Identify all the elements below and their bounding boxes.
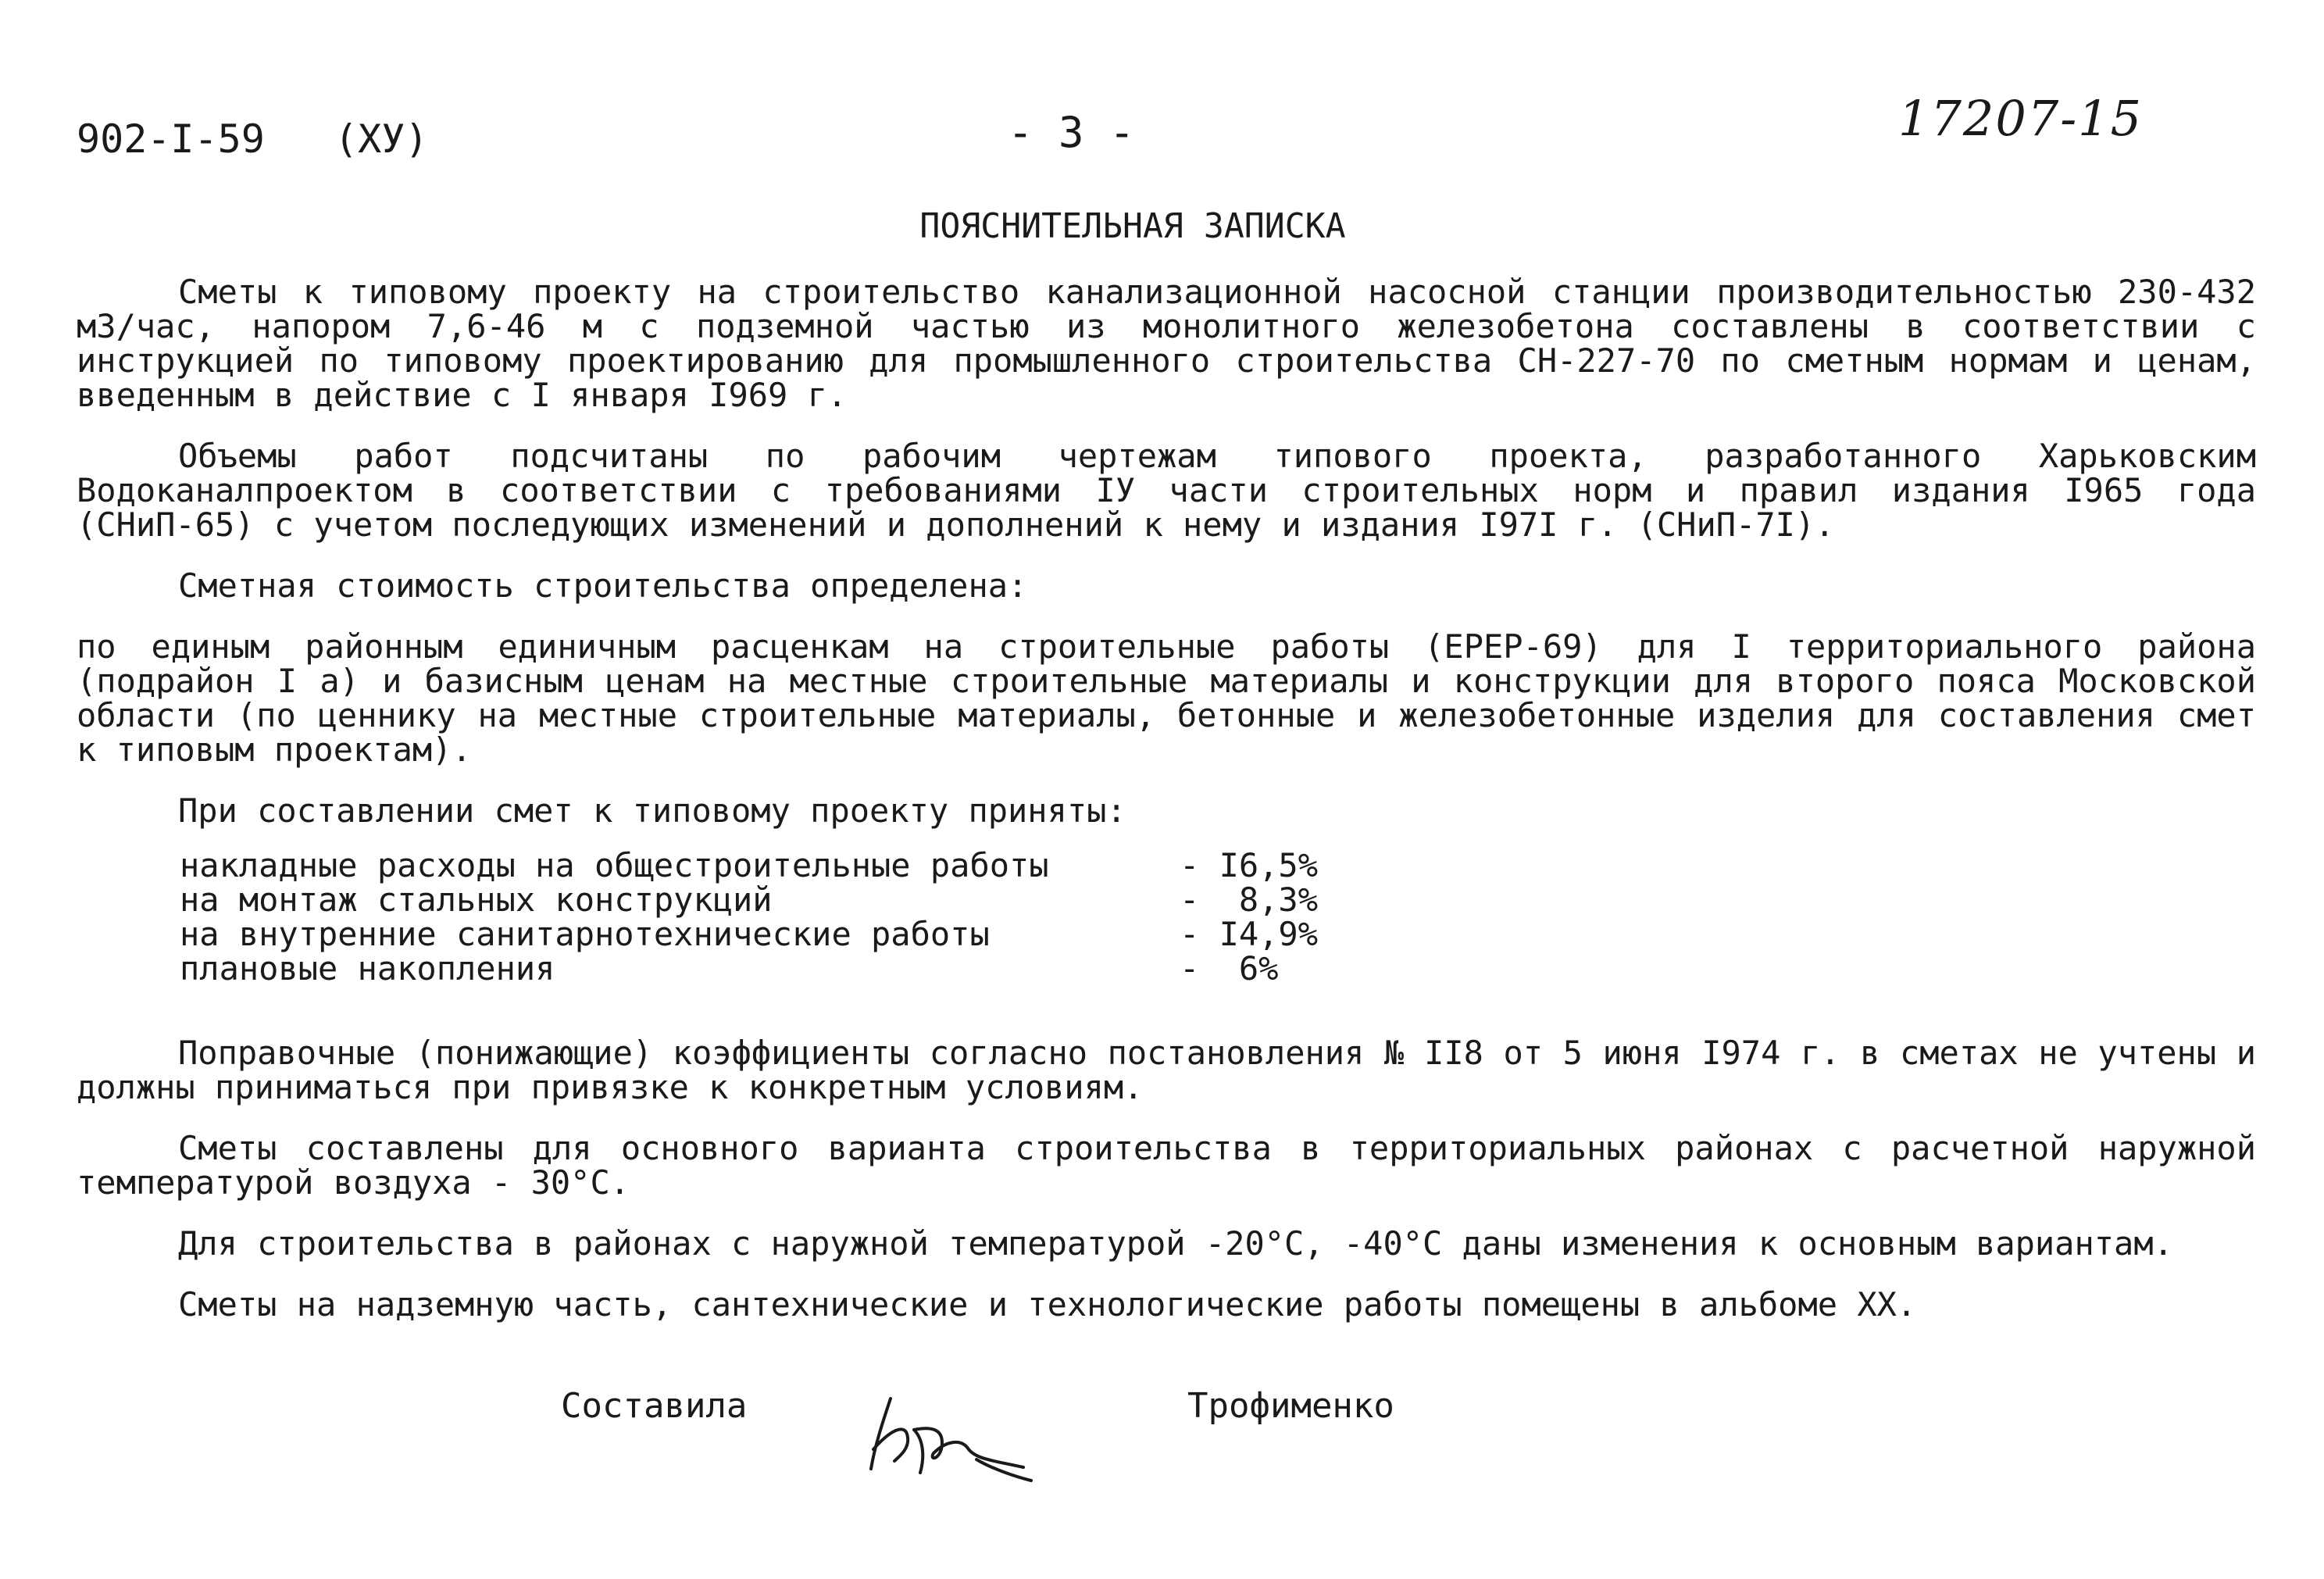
rate-row bbox=[180, 917, 2256, 952]
signatory-name: Трофименко bbox=[1187, 1386, 1394, 1426]
paragraph-coefficients: Поправочные (понижающие) коэффициенты согласно постановления № II8 от 5 июня I974 г. в сметах не учтены и должны приниматься при привязке к конкретным условиям. bbox=[77, 1034, 2256, 1106]
rate-value: - I6,5% bbox=[1180, 846, 1319, 884]
rate-label: накладные расходы на общестроительные работы bbox=[180, 846, 1049, 884]
paragraph-rates-basis: по единым районным единичным расценкам на строительные работы (ЕРЕР-69) для I территориального района (подрайон I а) и базисным ценам на местные строительные материалы и конструкции для второго пояса Московской области (по ценнику на местные строительные материалы, бетонные и железобетонные изделия для составления смет к типовым проектам). bbox=[77, 627, 2256, 769]
paragraph-volumes: Объемы работ подсчитаны по рабочим чертежам типового проекта, разработанного Харьковским Водоканалпроектом в соответствии с требованиями IУ части строительных норм и правил издания I965 года (СНиП-65) с учетом последующих изменений и дополнений к нему и издания I97I г. (СНиП-7I). bbox=[77, 437, 2256, 544]
paragraph-intro: Сметы к типовому проекту на строительство канализационной насосной станции производительностью 230-432 м3/час, напором 7,6-46 м с подземной частью из монолитного железобетона составлены в соответствии с инструкцией по типовому проектированию для промышленного строительства СН-227-70 по сметным нормам и ценам, введенным в действие с I января I969 г. bbox=[77, 273, 2256, 414]
rate-value: - 8,3% bbox=[1180, 881, 1319, 919]
archive-number: 17207-15 bbox=[1898, 90, 2144, 147]
handwritten-signature bbox=[859, 1375, 1047, 1484]
paragraph-other-variants: Для строительства в районах с наружной температурой -20°С, -40°С даны изменения к основным вариантам. bbox=[178, 1224, 2173, 1263]
overhead-rates-list bbox=[180, 848, 2256, 986]
page-number: - 3 - bbox=[1008, 108, 1135, 157]
rate-label: на монтаж стальных конструкций bbox=[180, 881, 773, 919]
paragraph-accepted-heading: При составлении смет к типовому проекту приняты: bbox=[178, 791, 1126, 830]
paragraph-cost-heading: Сметная стоимость строительства определена: bbox=[178, 566, 1028, 605]
rate-label: на внутренние санитарнотехнические работы bbox=[180, 915, 990, 953]
document-part: (XУ) bbox=[334, 116, 429, 162]
paragraph-main-variant: Сметы составлены для основного варианта строительства в территориальных районах с расчетной наружной температурой воздуха - 30°С. bbox=[77, 1129, 2256, 1202]
rate-row bbox=[180, 949, 2256, 988]
rate-value: - I4,9% bbox=[1180, 915, 1319, 953]
rate-label: плановые накопления bbox=[180, 949, 555, 988]
signature-label: Составила bbox=[561, 1386, 748, 1426]
document-body bbox=[77, 275, 2256, 1322]
rate-row bbox=[180, 848, 2256, 883]
document-title: ПОЯСНИТЕЛЬНАЯ ЗАПИСКА bbox=[919, 206, 1346, 246]
document-code: 902-I-59 bbox=[77, 116, 265, 162]
paragraph-album-reference: Сметы на надземную часть, сантехнические и технологические работы помещены в альбоме XX. bbox=[178, 1285, 1917, 1324]
rate-row bbox=[180, 883, 2256, 917]
rate-value: - 6% bbox=[1180, 949, 1279, 988]
